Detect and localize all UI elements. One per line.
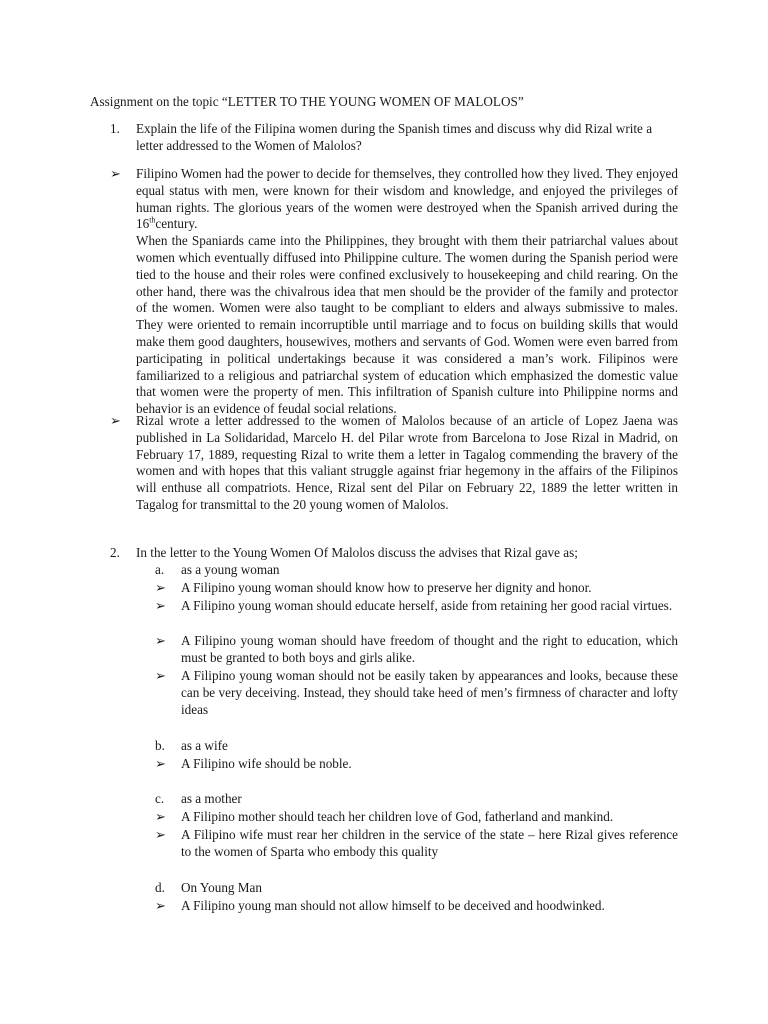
answer-bullet-2 — [110, 413, 678, 514]
list-item: ➢ A Filipino young woman should not be easily taken by appearances and looks, because these can be very deceiving. Instead, they should take heed of men’s firmness of character and lofty ideas — [155, 668, 678, 717]
arrow-bullet-icon: ➢ — [155, 898, 167, 913]
section-letter: b. — [155, 738, 165, 753]
section-label: as a mother — [181, 791, 242, 806]
list-item: ➢ A Filipino wife should be noble. — [155, 756, 352, 771]
section-wife — [155, 738, 678, 755]
section-label: On Young Man — [181, 880, 262, 895]
list-item: ➢ A Filipino mother should teach her children love of God, fatherland and mankind. — [155, 809, 614, 824]
question-number: 2. — [110, 545, 120, 560]
arrow-bullet-icon: ➢ — [155, 827, 167, 842]
arrow-bullet-icon: ➢ — [155, 668, 167, 683]
arrow-bullet-icon: ➢ — [155, 580, 167, 595]
section-young-man — [155, 880, 678, 897]
arrow-bullet-icon: ➢ — [155, 756, 167, 771]
list-item: ➢ A Filipino young woman should have freedom of thought and the right to education, which must be granted to both boys and girls alike. — [155, 633, 678, 665]
answer-paragraph-1: Filipino Women had the power to decide for themselves, they controlled how they lived. They enjoyed equal status with men, were known for their wisdom and knowledge, and enjoyed the privileges of human rights. The glorious years of the women were destroyed when the Spanish arrived during the 16thcentury. — [136, 166, 678, 232]
section-letter: c. — [155, 791, 165, 806]
question-1 — [110, 121, 680, 155]
list-item: ➢ A Filipino young woman should know how to preserve her dignity and honor. — [155, 580, 592, 595]
arrow-bullet-icon: ➢ — [155, 809, 167, 824]
document-title: Assignment on the topic “LETTER TO THE YOUNG WOMEN OF MALOLOS” — [90, 94, 524, 109]
section-letter: d. — [155, 880, 165, 895]
arrow-bullet-icon: ➢ — [155, 633, 167, 648]
question-text: Explain the life of the Filipina women during the Spanish times and discuss why did Rizal write a letter addressed to the Women of Malolos? — [136, 121, 653, 153]
arrow-bullet-icon: ➢ — [110, 166, 122, 181]
answer-bullet-1 — [110, 166, 678, 418]
section-letter: a. — [155, 562, 165, 577]
section-mother — [155, 791, 678, 808]
arrow-bullet-icon: ➢ — [110, 413, 122, 428]
question-2 — [110, 545, 680, 562]
answer-paragraph-2: When the Spaniards came into the Philippines, they brought with them their patriarchal values about women which eventually diffused into Philippine culture. The women during the Spanish period were tied to the house and their roles were confined exclusively to housekeeping and child rearing. On the other hand, there was the chivalrous idea that men should be the provider of the family and protector of the women. Women were also taught to be compliant to elders and always submissive to males. They were oriented to remain incorruptible until marriage and to focus on building skills that would make them good daughters, housewives, mothers and servants of God. Women were even barred from participating in political undertakings because it was considered a man’s work. Filipinos were familiarized to a religious and patriarchal system of education which emphasized the domestic value that women were the property of men. This infiltration of Spanish culture into Philippine norms and behavior is an evidence of feudal social relations. — [136, 233, 678, 417]
section-young-woman — [155, 562, 678, 579]
section-label: as a young woman — [181, 562, 280, 577]
list-item: ➢ A Filipino young man should not allow himself to be deceived and hoodwinked. — [155, 898, 605, 913]
section-label: as a wife — [181, 738, 228, 753]
question-number: 1. — [110, 121, 120, 136]
answer-paragraph-3: Rizal wrote a letter addressed to the women of Malolos because of an article of Lopez Jaena was published in La Solidaridad, Marcelo H. del Pilar wrote from Barcelona to Jose Rizal in Madrid, on February 17, 1889, requesting Rizal to write them a letter in Tagalog commending the bravery of the women and with hopes that this valiant struggle against friar hegemony in the affairs of the Filipinos will enthuse all compatriots. Hence, Rizal sent del Pilar on February 22, 1889 the letter written in Tagalog for transmittal to the 20 young women of Malolos. — [136, 413, 678, 512]
arrow-bullet-icon: ➢ — [155, 598, 167, 613]
list-item: ➢ A Filipino wife must rear her children in the service of the state – here Rizal gives reference to the women of Sparta who embody this quality — [155, 827, 678, 859]
question-text: In the letter to the Young Women Of Malolos discuss the advises that Rizal gave as; — [136, 545, 578, 560]
list-item: ➢ A Filipino young woman should educate herself, aside from retaining her good racial virtues. — [155, 598, 673, 613]
